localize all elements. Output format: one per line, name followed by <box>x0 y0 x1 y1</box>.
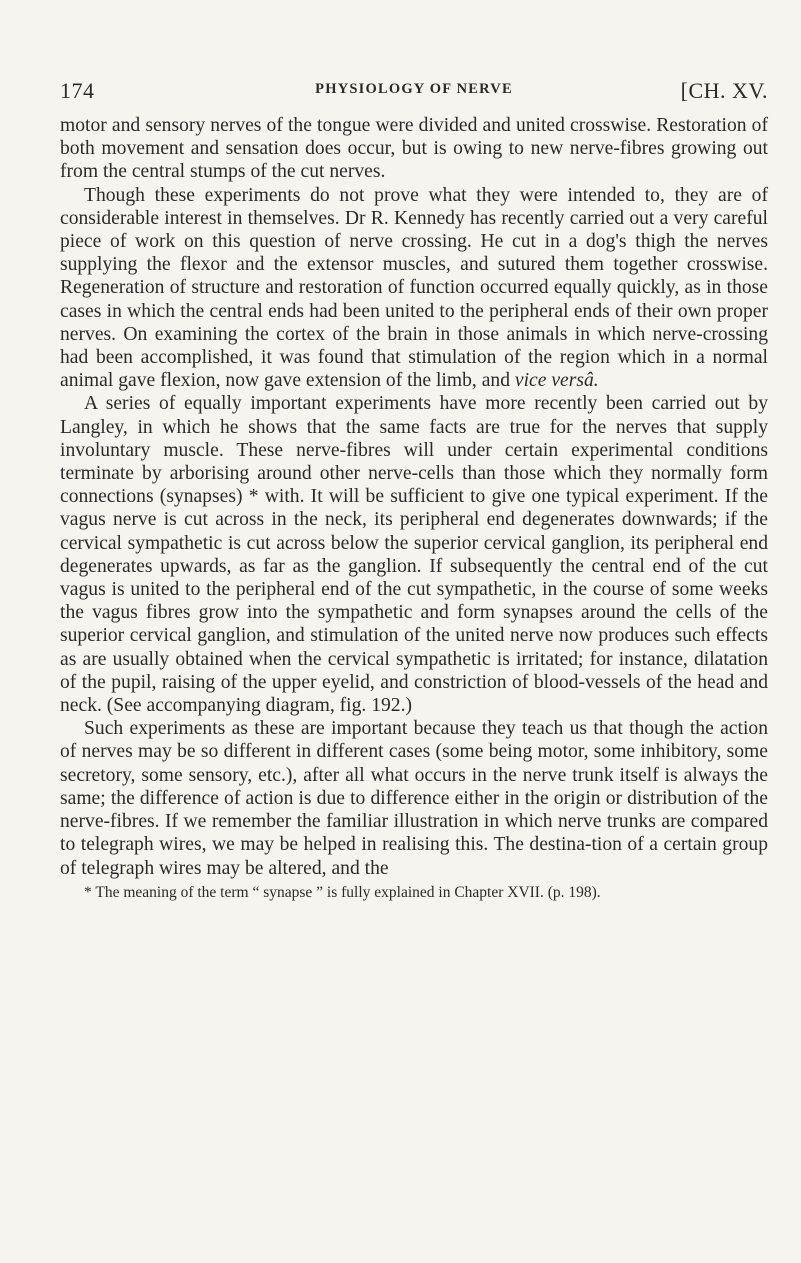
body-text <box>60 114 768 880</box>
paragraph-3: A series of equally important experiments have more recently been carried out by Langley, in which he shows that the same facts are true for the nerves that supply involuntary muscle. These nerve-fibres will under certain experimental conditions terminate by arborising around other nerve-cells than those which they normally form connections (synapses) * with. It will be sufficient to give one typical experiment. If the vagus nerve is cut across in the neck, its peripheral end degenerates downwards; if the cervical sympathetic is cut across below the superior cervical ganglion, its peripheral end degenerates upwards, as far as the ganglion. If subsequently the central end of the cut vagus is united to the peripheral end of the cut sympathetic, in the course of some weeks the vagus fibres grow into the sympathetic and form synapses around the cells of the superior cervical ganglion, and stimulation of the united nerve now produces such effects as are usually obtained when the cervical sympathetic is irritated; for instance, dilatation of the pupil, raising of the upper eyelid, and constriction of blood-vessels of the head and neck. (See accompanying diagram, fig. 192.) <box>60 393 768 717</box>
chapter-label: [CH. XV. <box>680 78 768 103</box>
footnote-text: * The meaning of the term “ synapse ” is fully explained in Chapter XVII. (p. 198). <box>84 883 601 901</box>
book-page <box>60 78 768 903</box>
paragraph-1: motor and sensory nerves of the tongue were divided and united crosswise. Restoration of both movement and sensation does occur, but is owing to new nerve-fibres growing out from the central stumps of the cut nerves. <box>60 115 768 183</box>
running-title: PHYSIOLOGY OF NERVE <box>315 81 513 97</box>
paragraph-4: Such experiments as these are important because they teach us that though the action of nerves may be so different in different cases (some being motor, some inhibitory, some secretory, some sensory, etc.), after all what occurs in the nerve trunk itself is always the same; the difference of action is due to difference either in the origin or distribution of the nerve-fibres. If we remember the familiar illustration in which nerve trunks are compared to telegraph wires, we may be helped in realising this. The destina-tion of a certain group of telegraph wires may be altered, and the <box>60 718 768 879</box>
paragraph-2-text: Though these experiments do not prove what they were intended to, they are of considerable interest in themselves. Dr R. Kennedy has recently carried out a very careful piece of work on this question of nerve crossing. He cut in a dog's thigh the nerves supplying the flexor and the extensor muscles, and sutured them together crosswise. Regeneration of structure and restoration of function occurred equally quickly, as in those cases in which the central ends had been united to the peripheral ends of their own proper nerves. On examining the cortex of the brain in those animals in which nerve-crossing had been accomplished, it was found that stimulation of the region which in a normal animal gave flexion, now gave extension of the limb, and <box>60 184 768 392</box>
paragraph-2-italic: vice versâ. <box>514 370 599 392</box>
footnote <box>60 883 768 903</box>
paragraph-2 <box>60 184 768 393</box>
running-head <box>60 78 768 108</box>
page-number: 174 <box>60 78 95 103</box>
